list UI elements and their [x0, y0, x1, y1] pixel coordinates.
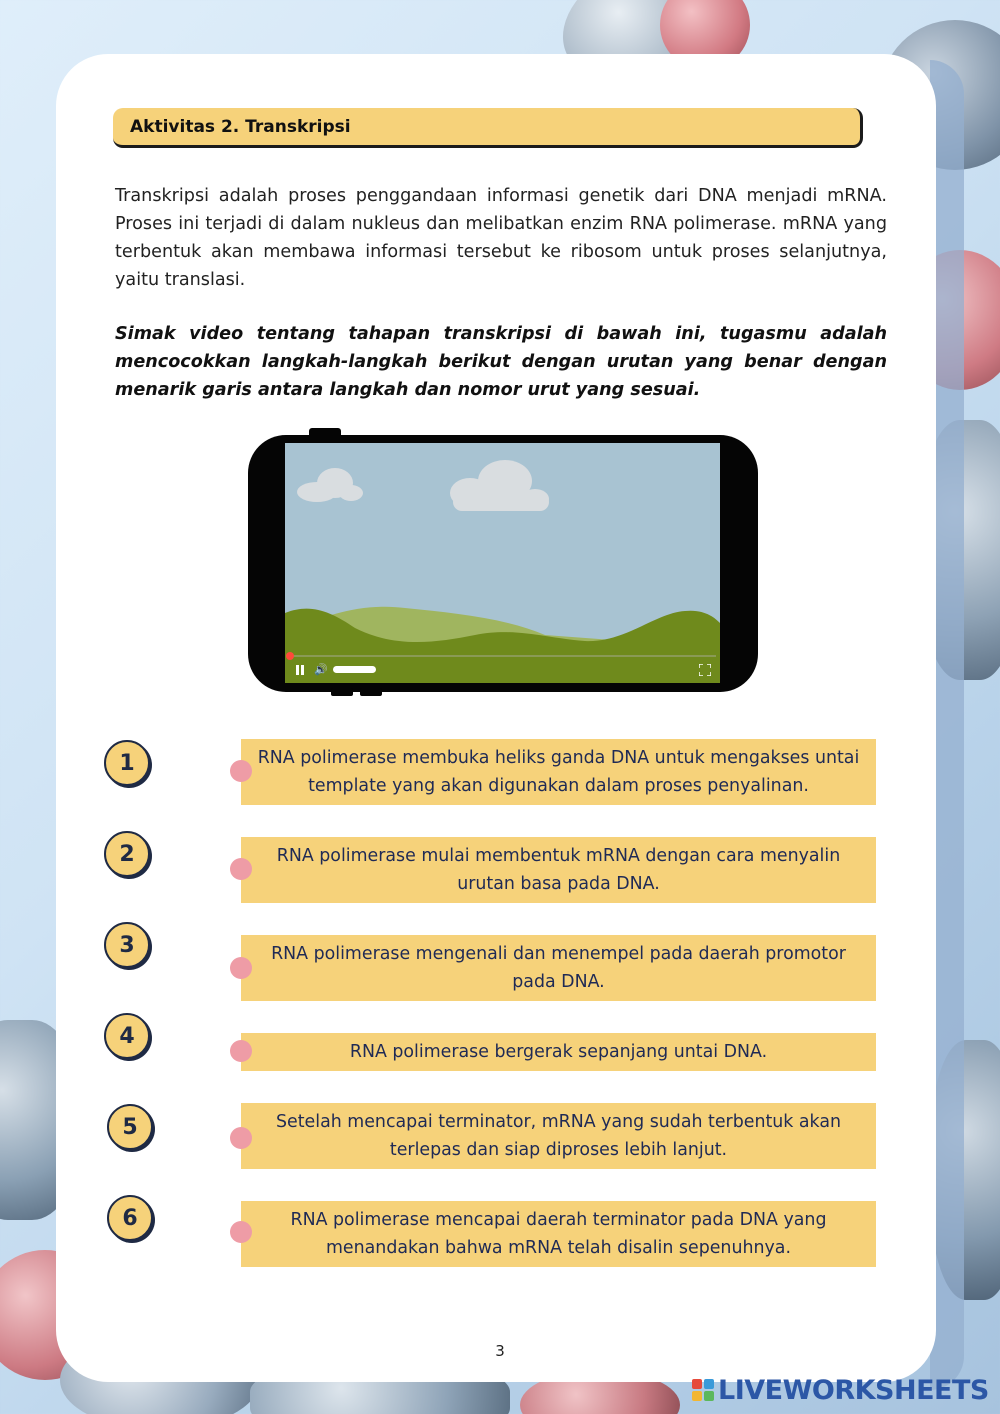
activity-title: Aktivitas 2. Transkripsi: [130, 116, 351, 137]
pause-icon[interactable]: [295, 664, 305, 676]
brand-name: LIVEWORKSHEETS: [718, 1374, 989, 1406]
cloud-icon: [297, 468, 363, 502]
order-number-2[interactable]: 2: [104, 831, 150, 877]
connector-dot[interactable]: [230, 957, 252, 979]
connector-dot[interactable]: [230, 760, 252, 782]
connector-dot[interactable]: [230, 1127, 252, 1149]
phone-button: [331, 688, 353, 696]
brand-logo: [692, 1374, 989, 1406]
step-box-5[interactable]: Setelah mencapai terminator, mRNA yang sudah terbentuk akan terlepas dan siap diproses lebih lanjut.: [241, 1103, 876, 1169]
step-box-2[interactable]: RNA polimerase mulai membentuk mRNA dengan cara menyalin urutan basa pada DNA.: [241, 837, 876, 903]
order-number-4[interactable]: 4: [104, 1013, 150, 1059]
activity-header: [113, 108, 863, 148]
order-number-3[interactable]: 3: [104, 922, 150, 968]
volume-icon[interactable]: 🔊: [314, 663, 328, 676]
phone-button: [360, 688, 382, 696]
volume-slider[interactable]: [333, 666, 376, 673]
video-frame: [285, 443, 720, 683]
step-box-6[interactable]: RNA polimerase mencapai daerah terminator pada DNA yang menandakan bahwa mRNA telah disalin sepenuhnya.: [241, 1201, 876, 1267]
step-box-1[interactable]: RNA polimerase membuka heliks ganda DNA untuk mengakses untai template yang akan digunakan dalam proses penyalinan.: [241, 739, 876, 805]
order-number-5[interactable]: 5: [107, 1104, 153, 1150]
intro-paragraph: Transkripsi adalah proses penggandaan informasi genetik dari DNA menjadi mRNA. Proses ini terjadi di dalam nukleus dan melibatkan enzim RNA polimerase. mRNA yang terbentuk akan membawa informasi tersebut ke ribosom untuk proses selanjutnya, yaitu translasi.: [115, 186, 887, 290]
step-box-3[interactable]: RNA polimerase mengenali dan menempel pada daerah promotor pada DNA.: [241, 935, 876, 1001]
connector-dot[interactable]: [230, 1221, 252, 1243]
page-number: 3: [495, 1342, 505, 1360]
connector-dot[interactable]: [230, 858, 252, 880]
order-number-6[interactable]: 6: [107, 1195, 153, 1241]
connector-dot[interactable]: [230, 1040, 252, 1062]
progress-handle[interactable]: [286, 652, 294, 660]
video-player[interactable]: [285, 443, 720, 683]
instruction-paragraph: Simak video tentang tahapan transkripsi di bawah ini, tugasmu adalah mencocokkan langkah-langkah berikut dengan urutan yang benar dengan menarik garis antara langkah dan nomor urut yang sesuai.: [115, 324, 887, 400]
liveworksheets-icon: [692, 1379, 714, 1401]
step-box-4[interactable]: RNA polimerase bergerak sepanjang untai DNA.: [241, 1033, 876, 1071]
cloud-icon: [450, 460, 549, 511]
order-number-1[interactable]: 1: [104, 740, 150, 786]
fullscreen-icon[interactable]: [699, 664, 711, 676]
